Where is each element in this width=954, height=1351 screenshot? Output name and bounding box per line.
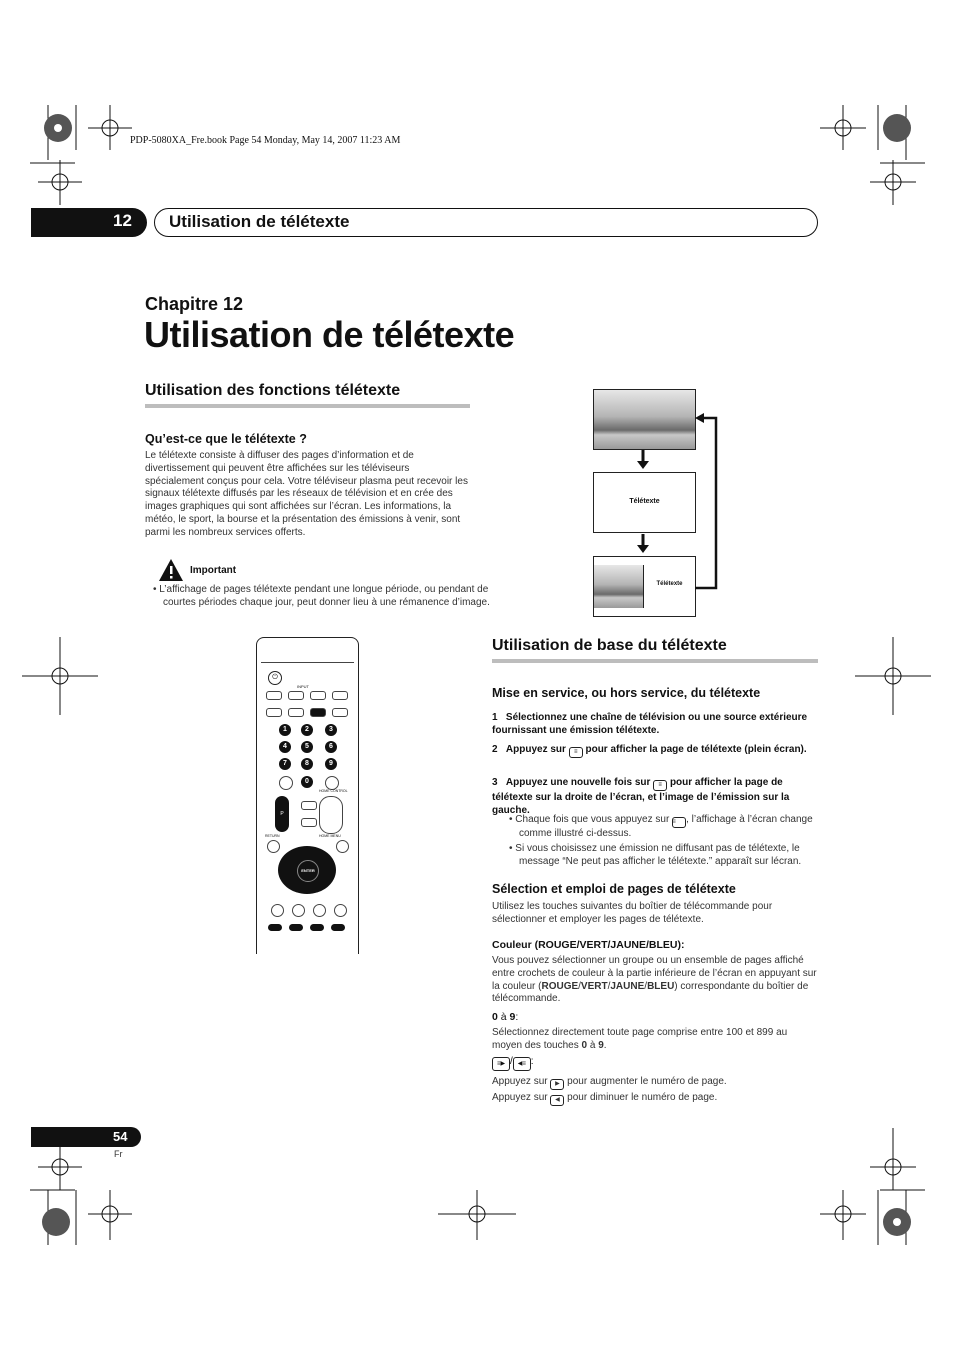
important-label: Important <box>190 565 237 576</box>
page-down-text: Appuyez sur ◀ pour diminuer le numéro de page. <box>492 1092 818 1106</box>
number-button-4: 4 <box>279 741 291 753</box>
home-control-label: HOME CONTROL <box>319 789 348 793</box>
digits-text: Sélectionnez directement toute page comprise entre 100 et 899 au moyen des touches 0 à 9. <box>492 1027 788 1051</box>
red-button <box>268 924 282 931</box>
program-rocker: P <box>275 796 289 832</box>
important-bullet: • L’affichage de pages télétexte pendant une longue période, ou pendant de courtes périodes chaque jour, peut donner lieu à une rémanence d’image. <box>153 584 490 608</box>
page-title: Utilisation de télétexte <box>144 314 515 355</box>
page-up-icon: ▶ <box>550 1079 564 1090</box>
step3-bullet-2: • Si vous choisissez une émission ne diffusant pas de télétexte, le message “Ne peut pas afficher le télétexte.” apparaît sur lécran. <box>509 843 802 867</box>
number-button-9: 9 <box>325 758 337 770</box>
arrow-down-icon <box>636 534 650 554</box>
important-warning-icon <box>158 558 184 582</box>
number-button-6: 6 <box>325 741 337 753</box>
input-label: INPUT <box>297 684 309 689</box>
step-1: 1 Sélectionnez une chaîne de télévision ou une source extérieure fournissant une émission télétexte. <box>492 712 808 736</box>
color-title: Couleur (ROUGE/VERT/JAUNE/BLEU): <box>492 939 685 951</box>
teletext-button <box>310 708 326 717</box>
power-icon: ⏻ <box>268 671 282 685</box>
step-3: 3 Appuyez une nouvelle fois sur ≡ pour afficher la page de télétexte sur la droite de l’écran, et l’image de l’émission sur la gauche. <box>492 777 790 816</box>
step-2: 2 Appuyez sur ≡ pour afficher la page de télétexte (plein écran). <box>492 743 818 758</box>
volume-rocker <box>319 796 343 834</box>
split-screen-label: Télétexte <box>656 581 683 587</box>
teletext-full-screen <box>593 472 696 533</box>
section1-title: Utilisation des fonctions télétexte <box>145 382 401 399</box>
digits-heading: 0 à 9: <box>492 1011 519 1023</box>
number-button-0: 0 <box>301 776 313 788</box>
teletext-button-icon: ≡ <box>569 747 583 758</box>
split-screen-image <box>594 565 643 608</box>
direction-pad <box>278 846 336 894</box>
page-arrow-icons: ≡▶ / ◀≡ : <box>492 1056 534 1071</box>
chapter-label: Chapitre 12 <box>145 294 244 314</box>
section2-title: Utilisation de base du télétexte <box>492 637 727 654</box>
enter-button: ENTER <box>297 860 319 882</box>
section2-rule <box>492 659 818 663</box>
page-down-icon: ◀ <box>550 1095 564 1106</box>
home-menu-label: HOME MENU <box>319 834 341 838</box>
number-button-1: 1 <box>279 724 291 736</box>
teletext-split-screen <box>593 556 696 617</box>
sub2-text: Utilisez les touches suivantes du boîtier de télécommande pour sélectionner et employer les pages de télétexte. <box>492 901 773 925</box>
number-button-7: 7 <box>279 758 291 770</box>
green-button <box>289 924 303 931</box>
section1-text: Le télétexte consiste à diffuser des pages d’information et de divertissement qui peuvent être affichées sur les téléviseurs spécialement conçus pour cela. Votre téléviseur plasma peut recevoir les signaux télétexte diffusés par les réseaux de télévision et en crée des images graphiques qui sont affichées sur l’écran. Les informations, la météo, le sport, la bourse et la présentation des émissions à venir, sont parmi les nombreux services offerts. <box>145 450 468 538</box>
number-button-2: 2 <box>301 724 313 736</box>
teletext-button-icon: ≡ <box>653 780 667 791</box>
page-down-icon: ◀≡ <box>513 1057 531 1071</box>
file-header: PDP-5080XA_Fre.book Page 54 Monday, May 14, 2007 11:23 AM <box>130 135 401 146</box>
chapter-number-tab: 12 <box>31 208 147 237</box>
number-button-8: 8 <box>301 758 313 770</box>
section1-rule <box>145 404 470 408</box>
return-loop-arrow <box>694 413 720 593</box>
sub2-title: Sélection et emploi de pages de télétexte <box>492 882 736 896</box>
yellow-button <box>310 924 324 931</box>
page-up-text: Appuyez sur ▶ pour augmenter le numéro de page. <box>492 1076 818 1090</box>
section1-subtitle: Qu’est-ce que le télétexte ? <box>145 432 307 446</box>
teletext-screen-label: Télétexte <box>629 498 660 505</box>
chapter-title-bar: Utilisation de télétexte <box>154 208 818 237</box>
step3-bullet-1: • Chaque fois que vous appuyez sur ≡ , l’affichage à l’écran change comme illustré ci-dessus. <box>509 814 813 839</box>
teletext-button-icon: ≡ <box>672 817 686 828</box>
number-button-3: 3 <box>325 724 337 736</box>
blue-button <box>331 924 345 931</box>
page-up-icon: ≡▶ <box>492 1057 510 1071</box>
color-text: Vous pouvez sélectionner un groupe ou un ensemble de pages affiché entre crochets de couleur à la partie inférieure de l’écran en appuyant sur la couleur (ROUGE/VERT/JAUNE/BLEU) correspondante du boîtier de télécommande. <box>492 955 817 1005</box>
tv-image-screen <box>593 389 696 450</box>
sub1-title: Mise en service, ou hors service, du télétexte <box>492 686 761 700</box>
arrow-down-icon <box>636 450 650 470</box>
return-label: RETURN <box>265 834 280 838</box>
remote-control-illustration <box>256 637 359 954</box>
page-number: 54 <box>31 1127 141 1147</box>
language-code: Fr <box>114 1149 123 1159</box>
number-button-5: 5 <box>301 741 313 753</box>
important-bullet-text: L’affichage de pages télétexte pendant une longue période, ou pendant de courtes périodes chaque jour, peut donner lieu à une rémanence d’image. <box>159 584 490 608</box>
